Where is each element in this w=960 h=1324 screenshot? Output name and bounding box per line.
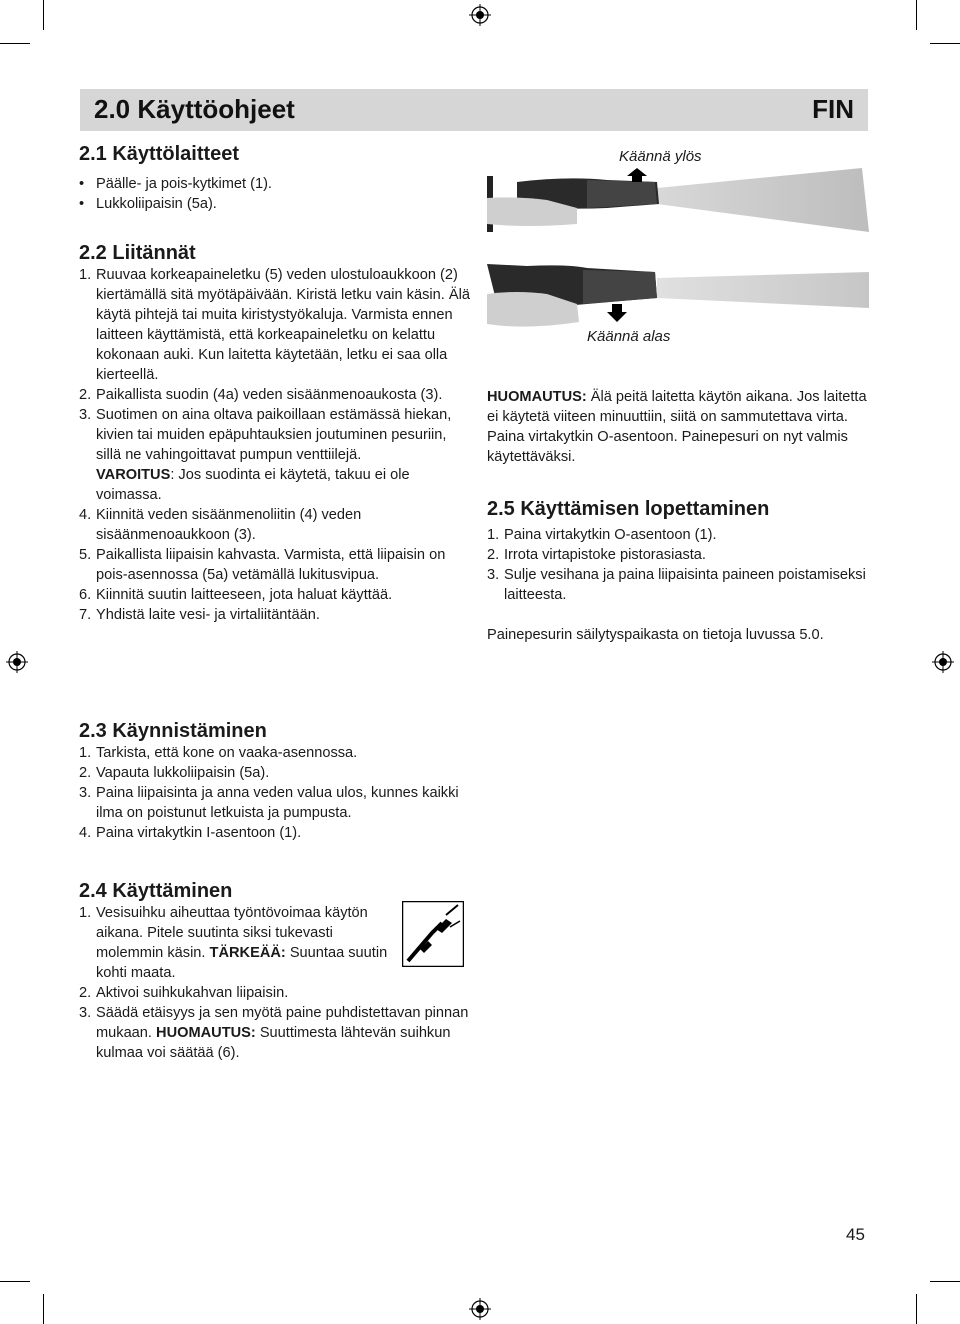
section-2-2 <box>79 241 474 625</box>
section-2-3 <box>79 719 474 843</box>
list-item-text: Vapauta lukkoliipaisin (5a). <box>96 765 270 781</box>
item-number: 3. <box>79 785 92 801</box>
list-item-text: Irrota virtapistoke pistorasiasta. <box>504 547 706 563</box>
section-title: 2.2 Liitännät <box>79 242 196 264</box>
caption-turn-down: Käännä alas <box>587 328 671 345</box>
section-title: 2.4 Käyttäminen <box>79 880 233 902</box>
list-item-text: Suuttimesta lähtevän suihkun kulmaa voi säätää (6). <box>96 1025 451 1061</box>
list-item-text: Paina liipaisinta ja anna veden valua ulos, kunnes kaikki ilma on poistunut letkuista ja pumpusta. <box>96 785 459 821</box>
list-item <box>487 545 872 565</box>
warning-text: : Jos suodinta ei käytetä, takuu ei ole voimassa. <box>96 467 410 503</box>
list-item <box>487 525 872 545</box>
crop-mark <box>916 1294 917 1324</box>
registration-mark-icon <box>469 4 491 26</box>
crop-mark <box>0 43 30 44</box>
item-number: 4. <box>79 825 92 841</box>
list-item-text: Paikallista suodin (4a) veden sisäänmenoaukosta (3). <box>96 387 443 403</box>
language-code: FIN <box>812 94 854 124</box>
list-item-text: Lukkoliipaisin (5a). <box>96 196 217 212</box>
storage-note: Painepesurin säilytyspaikasta on tietoja luvussa 5.0. <box>487 627 824 643</box>
section-title: 2.5 Käyttämisen lopettaminen <box>487 498 770 520</box>
list-item <box>79 783 474 823</box>
note-label: HUOMAUTUS: <box>487 389 587 405</box>
registration-mark-icon <box>932 651 954 673</box>
item-number: 3. <box>79 407 92 423</box>
list-item-text: Vesisuihku aiheuttaa työntövoimaa käytön aikana. Pitele suutinta siksi tukevasti molemmin käsin. <box>96 905 368 961</box>
two-hands-grip-icon <box>402 901 464 967</box>
section-title: 2.1 Käyttölaitteet <box>79 143 240 165</box>
list-item-text: Paina virtakytkin O-asentoon (1). <box>504 527 717 543</box>
crop-mark <box>0 1281 30 1282</box>
caption-turn-up: Käännä ylös <box>619 148 702 165</box>
item-number: 2. <box>79 765 92 781</box>
section-2-1 <box>79 142 469 214</box>
list-item <box>79 505 474 545</box>
warning-label: VAROITUS <box>96 467 171 483</box>
nozzle-turned-up-illustration <box>487 168 869 232</box>
list-item <box>487 565 872 605</box>
item-number: 7. <box>79 607 92 623</box>
item-number: 1. <box>79 905 92 921</box>
list-item <box>79 605 474 625</box>
list-item-text: Yhdistä laite vesi- ja virtaliitäntään. <box>96 607 320 623</box>
list-item: • Lukkoliipaisin (5a). <box>79 196 217 212</box>
registration-mark-icon <box>469 1298 491 1320</box>
list-item <box>79 763 474 783</box>
list-item-text: Suuntaa suutin kohti maata. <box>96 945 388 981</box>
crop-mark <box>43 1294 44 1324</box>
list-item-text: Ruuvaa korkeapaineletku (5) veden ulostuloaukkoon (2) kiertämällä sitä myötäpäivään. Kiristä letku vain käsin. Älä käytä pihtejä tai muita kiristystyökaluja. Varmista ennen laitteen käyttämistä, että korkeapaineletku on kelattu kokonaan auki. Kun laitetta käytetään, letku ei saa olla kierteellä. <box>96 267 470 383</box>
crop-mark <box>43 0 44 30</box>
list-item <box>79 983 474 1003</box>
item-number: 1. <box>79 267 92 283</box>
section-title: 2.3 Käynnistäminen <box>79 720 267 742</box>
list-item <box>79 585 474 605</box>
item-number: 2. <box>79 387 92 403</box>
list-item-text: Säädä etäisyys ja sen myötä paine puhdistettavan pinnan mukaan. <box>96 1005 469 1041</box>
item-number: 2. <box>79 985 92 1001</box>
list-item-text: Aktivoi suihkukahvan liipaisin. <box>96 985 289 1001</box>
list-item-text: Kiinnitä veden sisäänmenoliitin (4) veden sisäänmenoaukkoon (3). <box>96 507 362 543</box>
list-item-text: Tarkista, että kone on vaaka-asennossa. <box>96 745 358 761</box>
item-number: 3. <box>79 1005 92 1021</box>
crop-mark <box>916 0 917 30</box>
right-column <box>487 387 872 645</box>
list-item <box>79 823 474 843</box>
note-paragraph <box>487 387 872 467</box>
nozzle-turned-down-illustration <box>487 264 869 330</box>
important-label: TÄRKEÄÄ: <box>209 945 286 961</box>
list-item <box>79 385 474 405</box>
page-title: 2.0 Käyttöohjeet <box>94 94 295 124</box>
page-number: 45 <box>846 1225 865 1244</box>
item-number: 5. <box>79 547 92 563</box>
list-item-text: Kiinnitä suutin laitteeseen, jota haluat käyttää. <box>96 587 393 603</box>
note-text: Älä peitä laitetta käytön aikana. Jos laitetta ei käytetä viiteen minuuttiin, siitä on sammutettava virta. Paina virtakytkin O-asentoon. Painepesuri on nyt valmis käytettäväksi. <box>487 389 867 465</box>
item-number: 6. <box>79 587 92 603</box>
item-number: 3. <box>487 567 500 583</box>
warning-paragraph <box>79 465 474 505</box>
item-number: 4. <box>79 507 92 523</box>
item-number: 2. <box>487 547 500 563</box>
list-item <box>79 405 474 465</box>
list-item <box>79 545 474 585</box>
note-label: HUOMAUTUS: <box>156 1025 256 1041</box>
list-item <box>79 1003 474 1063</box>
crop-mark <box>930 1281 960 1282</box>
list-item: • Päälle- ja pois-kytkimet (1). <box>79 176 272 192</box>
header-bar <box>80 89 868 131</box>
list-item-text: Päälle- ja pois-kytkimet (1). <box>96 176 272 192</box>
list-item-text: Paikallista liipaisin kahvasta. Varmista, että liipaisin on pois-asennossa (5a) vetämällä lukitusvipua. <box>96 547 446 583</box>
item-number: 1. <box>79 745 92 761</box>
list-item-text: Paina virtakytkin I-asentoon (1). <box>96 825 302 841</box>
item-number: 1. <box>487 527 500 543</box>
list-item-text: Sulje vesihana ja paina liipaisinta paineen poistamiseksi laitteesta. <box>504 567 866 603</box>
crop-mark <box>930 43 960 44</box>
list-item <box>79 743 474 763</box>
list-item-text: Suotimen on aina oltava paikoillaan estämässä hiekan, kivien tai muiden epäpuhtauksien joutuminen pesuriin, sillä ne vahingoittavat pumpun venttiilejä. <box>96 407 452 463</box>
registration-mark-icon <box>6 651 28 673</box>
list-item <box>79 265 474 385</box>
